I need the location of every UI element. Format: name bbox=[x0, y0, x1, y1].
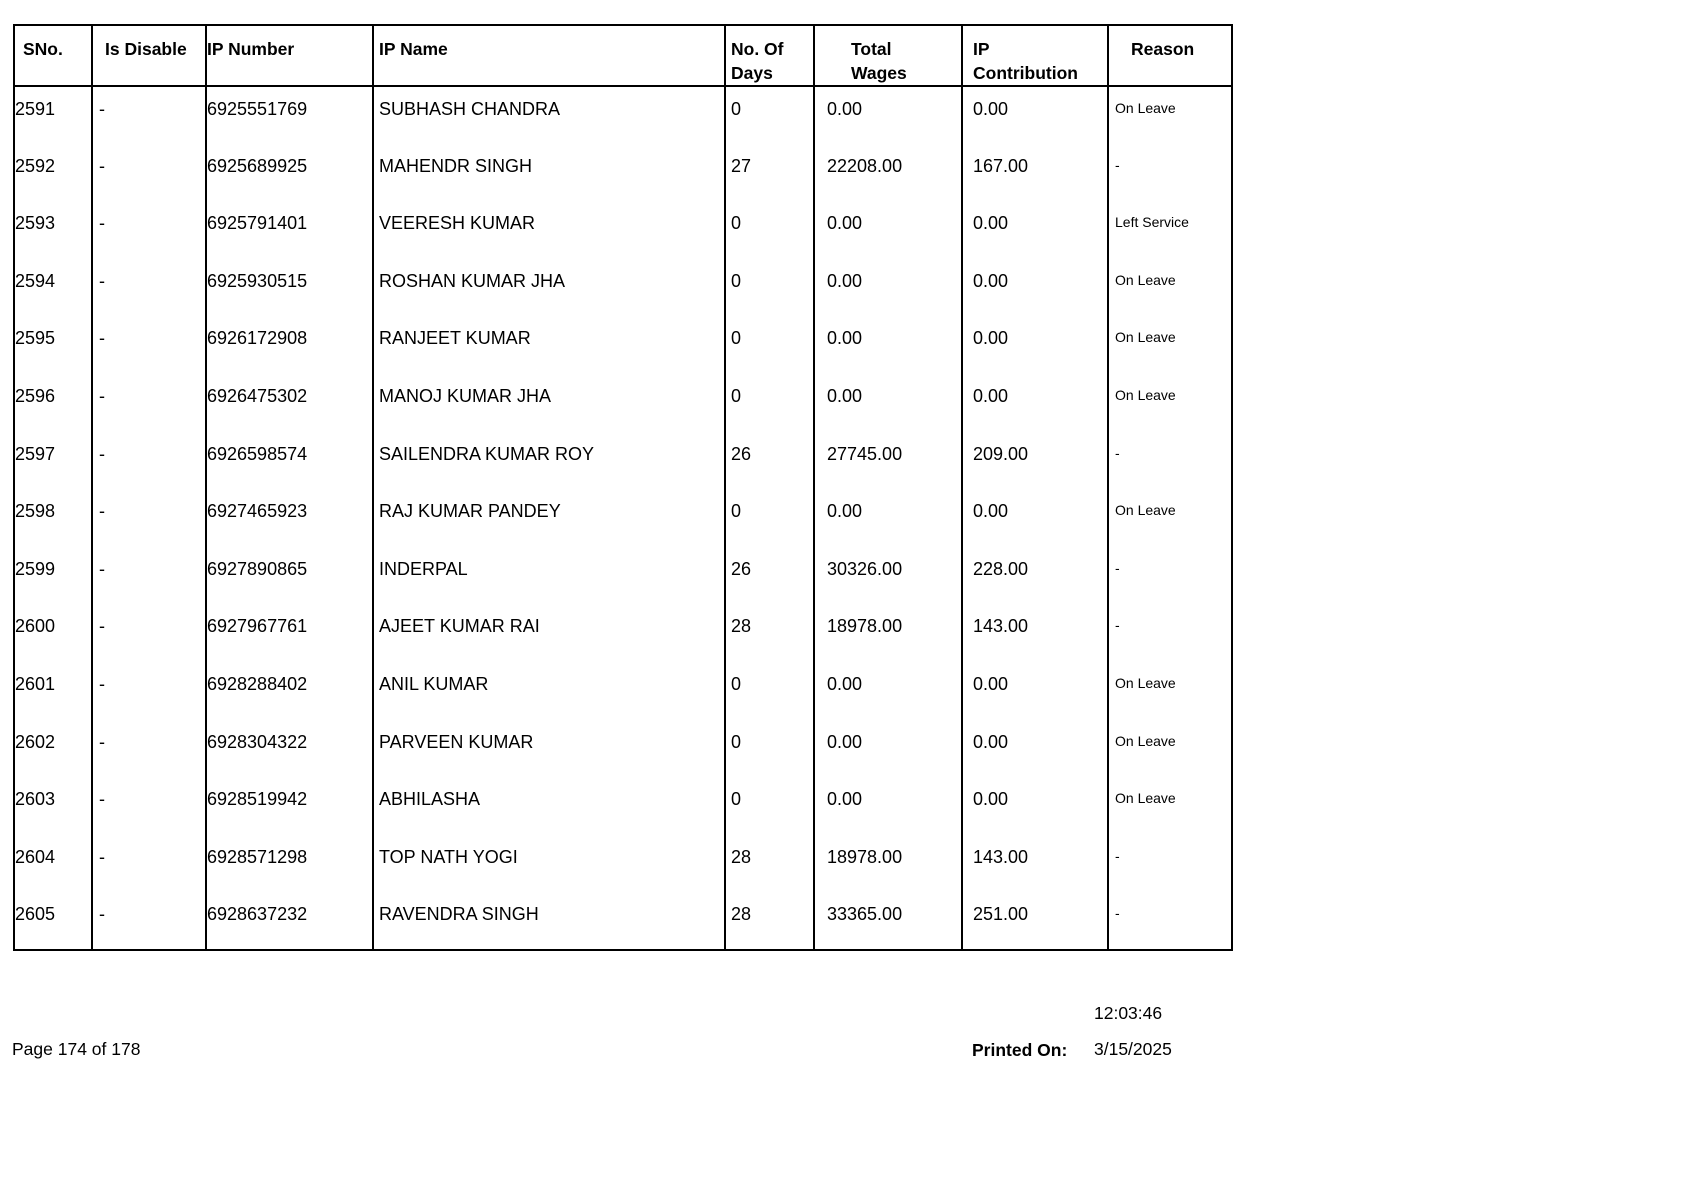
cell-total-wages: 0.00 bbox=[814, 201, 962, 259]
cell-is-disable: - bbox=[92, 777, 206, 835]
cell-reason: On Leave bbox=[1108, 489, 1232, 547]
cell-sno: 2592 bbox=[14, 144, 92, 202]
table-body bbox=[14, 86, 1232, 950]
cell-reason: On Leave bbox=[1108, 720, 1232, 778]
cell-ip-contribution: 251.00 bbox=[962, 892, 1108, 950]
cell-reason: Left Service bbox=[1108, 201, 1232, 259]
cell-reason: - bbox=[1108, 892, 1232, 950]
cell-ip-contribution: 0.00 bbox=[962, 259, 1108, 317]
printed-on-label: Printed On: bbox=[972, 1040, 1068, 1060]
cell-ip-name: AJEET KUMAR RAI bbox=[373, 604, 725, 662]
table-row bbox=[14, 835, 1232, 893]
cell-no-of-days: 0 bbox=[725, 662, 814, 720]
cell-sno: 2603 bbox=[14, 777, 92, 835]
cell-sno: 2594 bbox=[14, 259, 92, 317]
cell-ip-name: ANIL KUMAR bbox=[373, 662, 725, 720]
cell-reason: On Leave bbox=[1108, 777, 1232, 835]
cell-sno: 2605 bbox=[14, 892, 92, 950]
cell-is-disable: - bbox=[92, 720, 206, 778]
cell-total-wages: 0.00 bbox=[814, 720, 962, 778]
cell-sno: 2597 bbox=[14, 432, 92, 490]
cell-no-of-days: 0 bbox=[725, 374, 814, 432]
cell-no-of-days: 28 bbox=[725, 604, 814, 662]
cell-is-disable: - bbox=[92, 259, 206, 317]
cell-reason: On Leave bbox=[1108, 86, 1232, 144]
cell-ip-number: 6927465923 bbox=[206, 489, 373, 547]
cell-ip-name: VEERESH KUMAR bbox=[373, 201, 725, 259]
cell-ip-number: 6928519942 bbox=[206, 777, 373, 835]
cell-no-of-days: 26 bbox=[725, 547, 814, 605]
cell-sno: 2600 bbox=[14, 604, 92, 662]
cell-is-disable: - bbox=[92, 201, 206, 259]
cell-sno: 2596 bbox=[14, 374, 92, 432]
cell-is-disable: - bbox=[92, 374, 206, 432]
table-header-row bbox=[14, 25, 1232, 86]
table-row bbox=[14, 547, 1232, 605]
cell-no-of-days: 0 bbox=[725, 777, 814, 835]
cell-no-of-days: 0 bbox=[725, 316, 814, 374]
cell-total-wages: 22208.00 bbox=[814, 144, 962, 202]
cell-sno: 2601 bbox=[14, 662, 92, 720]
cell-no-of-days: 0 bbox=[725, 201, 814, 259]
cell-reason: - bbox=[1108, 144, 1232, 202]
table-row bbox=[14, 720, 1232, 778]
table-row bbox=[14, 892, 1232, 950]
table-row bbox=[14, 144, 1232, 202]
cell-ip-name: INDERPAL bbox=[373, 547, 725, 605]
cell-ip-name: SUBHASH CHANDRA bbox=[373, 86, 725, 144]
cell-ip-name: SAILENDRA KUMAR ROY bbox=[373, 432, 725, 490]
cell-ip-number: 6926172908 bbox=[206, 316, 373, 374]
cell-ip-contribution: 143.00 bbox=[962, 835, 1108, 893]
cell-ip-number: 6928288402 bbox=[206, 662, 373, 720]
table-row bbox=[14, 259, 1232, 317]
cell-reason: - bbox=[1108, 604, 1232, 662]
printed-date: 3/15/2025 bbox=[1094, 1039, 1172, 1059]
table-row bbox=[14, 432, 1232, 490]
header-is-disable: Is Disable bbox=[92, 25, 206, 86]
cell-sno: 2599 bbox=[14, 547, 92, 605]
cell-total-wages: 30326.00 bbox=[814, 547, 962, 605]
cell-ip-name: RAVENDRA SINGH bbox=[373, 892, 725, 950]
cell-ip-name: MANOJ KUMAR JHA bbox=[373, 374, 725, 432]
cell-is-disable: - bbox=[92, 892, 206, 950]
cell-reason: - bbox=[1108, 835, 1232, 893]
cell-reason: - bbox=[1108, 432, 1232, 490]
cell-total-wages: 0.00 bbox=[814, 316, 962, 374]
cell-total-wages: 0.00 bbox=[814, 374, 962, 432]
cell-reason: On Leave bbox=[1108, 662, 1232, 720]
cell-sno: 2593 bbox=[14, 201, 92, 259]
cell-ip-contribution: 0.00 bbox=[962, 86, 1108, 144]
cell-reason: On Leave bbox=[1108, 374, 1232, 432]
cell-ip-number: 6925551769 bbox=[206, 86, 373, 144]
cell-is-disable: - bbox=[92, 144, 206, 202]
cell-ip-name: RAJ KUMAR PANDEY bbox=[373, 489, 725, 547]
cell-ip-name: MAHENDR SINGH bbox=[373, 144, 725, 202]
cell-ip-number: 6926598574 bbox=[206, 432, 373, 490]
page-info: Page 174 of 178 bbox=[12, 1039, 141, 1059]
cell-ip-contribution: 0.00 bbox=[962, 489, 1108, 547]
table-row bbox=[14, 201, 1232, 259]
cell-ip-contribution: 228.00 bbox=[962, 547, 1108, 605]
cell-ip-contribution: 167.00 bbox=[962, 144, 1108, 202]
cell-ip-contribution: 0.00 bbox=[962, 201, 1108, 259]
cell-ip-number: 6925791401 bbox=[206, 201, 373, 259]
cell-total-wages: 33365.00 bbox=[814, 892, 962, 950]
cell-ip-name: PARVEEN KUMAR bbox=[373, 720, 725, 778]
header-ip-name: IP Name bbox=[373, 25, 725, 86]
cell-no-of-days: 0 bbox=[725, 720, 814, 778]
table-row bbox=[14, 489, 1232, 547]
cell-no-of-days: 26 bbox=[725, 432, 814, 490]
cell-is-disable: - bbox=[92, 547, 206, 605]
header-ip-contribution: IP Contribution bbox=[962, 25, 1108, 86]
cell-ip-contribution: 143.00 bbox=[962, 604, 1108, 662]
cell-total-wages: 0.00 bbox=[814, 259, 962, 317]
table-row bbox=[14, 374, 1232, 432]
table-row bbox=[14, 662, 1232, 720]
cell-ip-number: 6927890865 bbox=[206, 547, 373, 605]
cell-ip-number: 6927967761 bbox=[206, 604, 373, 662]
cell-total-wages: 0.00 bbox=[814, 489, 962, 547]
cell-no-of-days: 28 bbox=[725, 892, 814, 950]
cell-no-of-days: 27 bbox=[725, 144, 814, 202]
cell-ip-contribution: 0.00 bbox=[962, 777, 1108, 835]
cell-reason: On Leave bbox=[1108, 316, 1232, 374]
cell-reason: On Leave bbox=[1108, 259, 1232, 317]
header-total-wages: Total Wages bbox=[814, 25, 962, 86]
cell-reason: - bbox=[1108, 547, 1232, 605]
cell-is-disable: - bbox=[92, 316, 206, 374]
cell-is-disable: - bbox=[92, 86, 206, 144]
cell-is-disable: - bbox=[92, 489, 206, 547]
cell-ip-name: TOP NATH YOGI bbox=[373, 835, 725, 893]
header-reason: Reason bbox=[1108, 25, 1232, 86]
table-row bbox=[14, 604, 1232, 662]
printed-time: 12:03:46 bbox=[1094, 1003, 1163, 1023]
cell-sno: 2602 bbox=[14, 720, 92, 778]
cell-ip-number: 6928637232 bbox=[206, 892, 373, 950]
cell-ip-number: 6925930515 bbox=[206, 259, 373, 317]
cell-is-disable: - bbox=[92, 662, 206, 720]
contribution-table bbox=[13, 24, 1233, 951]
cell-ip-number: 6926475302 bbox=[206, 374, 373, 432]
cell-total-wages: 0.00 bbox=[814, 662, 962, 720]
cell-ip-contribution: 0.00 bbox=[962, 374, 1108, 432]
cell-sno: 2604 bbox=[14, 835, 92, 893]
cell-sno: 2595 bbox=[14, 316, 92, 374]
cell-ip-contribution: 0.00 bbox=[962, 662, 1108, 720]
cell-is-disable: - bbox=[92, 835, 206, 893]
cell-ip-number: 6925689925 bbox=[206, 144, 373, 202]
cell-ip-contribution: 209.00 bbox=[962, 432, 1108, 490]
cell-sno: 2598 bbox=[14, 489, 92, 547]
cell-ip-name: RANJEET KUMAR bbox=[373, 316, 725, 374]
cell-ip-name: ABHILASHA bbox=[373, 777, 725, 835]
cell-no-of-days: 0 bbox=[725, 86, 814, 144]
cell-total-wages: 0.00 bbox=[814, 777, 962, 835]
cell-ip-contribution: 0.00 bbox=[962, 316, 1108, 374]
cell-sno: 2591 bbox=[14, 86, 92, 144]
header-ip-number: IP Number bbox=[206, 25, 373, 86]
cell-is-disable: - bbox=[92, 604, 206, 662]
cell-no-of-days: 0 bbox=[725, 259, 814, 317]
table-row bbox=[14, 777, 1232, 835]
cell-total-wages: 18978.00 bbox=[814, 835, 962, 893]
header-no-of-days: No. Of Days bbox=[725, 25, 814, 86]
table-row bbox=[14, 86, 1232, 144]
cell-no-of-days: 0 bbox=[725, 489, 814, 547]
cell-ip-contribution: 0.00 bbox=[962, 720, 1108, 778]
header-sno: SNo. bbox=[14, 25, 92, 86]
cell-total-wages: 18978.00 bbox=[814, 604, 962, 662]
cell-total-wages: 27745.00 bbox=[814, 432, 962, 490]
cell-is-disable: - bbox=[92, 432, 206, 490]
cell-total-wages: 0.00 bbox=[814, 86, 962, 144]
cell-no-of-days: 28 bbox=[725, 835, 814, 893]
cell-ip-number: 6928304322 bbox=[206, 720, 373, 778]
cell-ip-number: 6928571298 bbox=[206, 835, 373, 893]
table-row bbox=[14, 316, 1232, 374]
cell-ip-name: ROSHAN KUMAR JHA bbox=[373, 259, 725, 317]
